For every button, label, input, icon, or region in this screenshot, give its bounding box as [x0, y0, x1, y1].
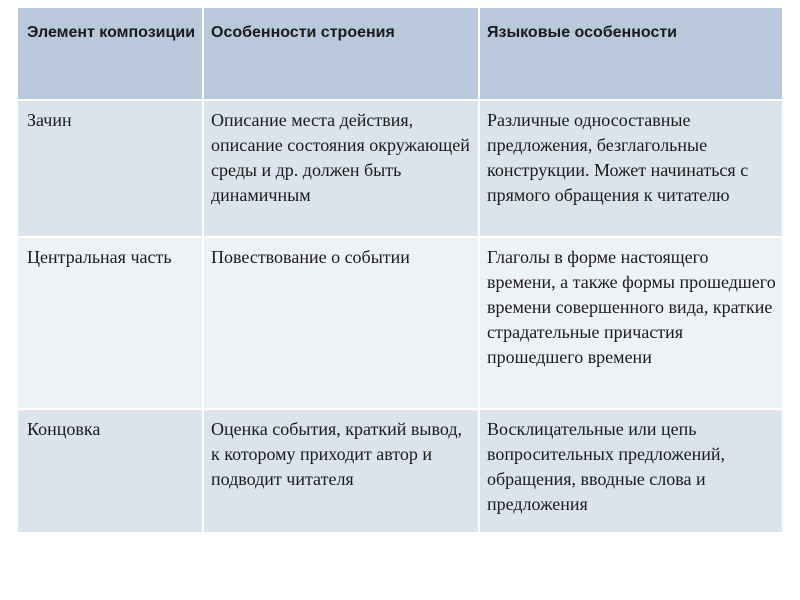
table-row [17, 100, 783, 237]
row-2-language: Глаголы в форме настоящего времени, а также формы прошедшего времени совершенного вида, краткие страдательные причастия прошедшего времени [479, 237, 783, 409]
row-3-element: Концовка [17, 409, 203, 533]
table-header-row [17, 7, 783, 100]
row-1-element: Зачин [17, 100, 203, 237]
row-1-structure: Описание места действия, описание состояния окружающей среды и др. должен быть динамичным [203, 100, 479, 237]
row-2-structure: Повествование о событии [203, 237, 479, 409]
row-2-element: Центральная часть [17, 237, 203, 409]
header-element: Элемент композиции [17, 7, 203, 100]
composition-table-container [16, 6, 782, 534]
table-row [17, 409, 783, 533]
table-row [17, 237, 783, 409]
composition-table [16, 6, 784, 534]
header-structure: Особенности строения [203, 7, 479, 100]
row-3-language: Восклицательные или цепь вопросительных предложений, обращения, вводные слова и предложения [479, 409, 783, 533]
row-3-structure: Оценка события, краткий вывод, к которому приходит автор и подводит читателя [203, 409, 479, 533]
header-language: Языковые особенности [479, 7, 783, 100]
row-1-language: Различные односоставные предложения, безглагольные конструкции. Может начинаться с прямого обращения к читателю [479, 100, 783, 237]
